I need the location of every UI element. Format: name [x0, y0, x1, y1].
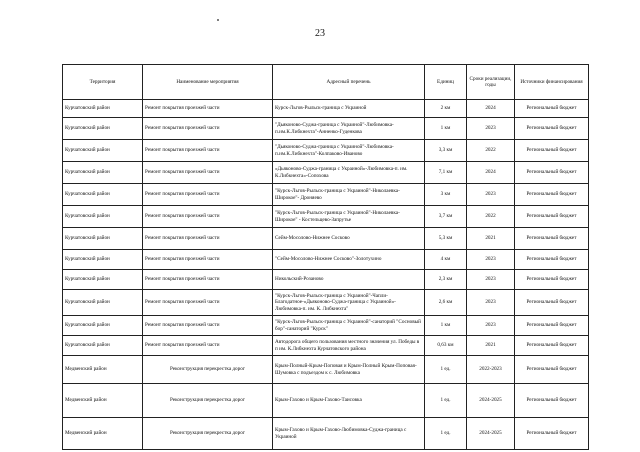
table-row	[63, 418, 589, 450]
cell-event: Ремонт покрытия проезжей части	[143, 228, 273, 250]
cell-event: Ремонт покрытия проезжей части	[143, 316, 273, 336]
cell-address: "Курск-Льгов-Рыльск-граница с Украиной"-Николаевка-Широкое"- Дроняево	[273, 184, 425, 206]
cell-address: Автодорога общего пользования местного значения ул. Победы в п им. К.Либкнехта Курчатовского района	[273, 336, 425, 356]
table-row	[63, 118, 589, 140]
header-financing: Источники финансирования	[515, 65, 589, 100]
cell-event: Реконструкция перекрестка дорог	[143, 384, 273, 418]
cell-address: "Курск-Льгов-Рыльск-граница с Украиной"-Николаевка-Широкое" - Костельцево-Запрутье	[273, 206, 425, 228]
cell-territory: Курчатовский район	[63, 336, 143, 356]
cell-unit: 1 ед.	[425, 356, 467, 384]
cell-address: "Курск-Льгов-Рыльск-граница с Украиной"-санаторий "Сосновый бор"-санаторий "Курск"	[273, 316, 425, 336]
header-address: Адресный перечень	[273, 65, 425, 100]
cell-event: Ремонт покрытия проезжей части	[143, 100, 273, 118]
cell-address: Сейм-Мосолово-Нижнее Сосково	[273, 228, 425, 250]
cell-financing: Региональный бюджет	[515, 206, 589, 228]
cell-year: 2023	[467, 184, 515, 206]
cell-address: Никольский-Розаново	[273, 270, 425, 290]
table-row	[63, 206, 589, 228]
cell-event: Реконструкция перекрестка дорог	[143, 418, 273, 450]
cell-year: 2023	[467, 270, 515, 290]
cell-territory: Курчатовский район	[63, 270, 143, 290]
cell-territory: Курчатовский район	[63, 118, 143, 140]
cell-unit: 2,6 км	[425, 290, 467, 316]
cell-address: Крым-Гахово и Крым-Гахово-Любимовка-Суджа-граница с Украиной	[273, 418, 425, 450]
table-header-row	[63, 65, 589, 100]
cell-territory: Курчатовский район	[63, 228, 143, 250]
cell-address: Крым-Полный-Крым-Поповая и Крым-Полный Крым-Поповая-Шумовка с подъездом к с. Любимовка	[273, 356, 425, 384]
table-row	[63, 384, 589, 418]
cell-unit: 2 км	[425, 100, 467, 118]
table-row	[63, 250, 589, 270]
cell-financing: Региональный бюджет	[515, 140, 589, 162]
cell-financing: Региональный бюджет	[515, 228, 589, 250]
cell-year: 2024	[467, 100, 515, 118]
cell-financing: Региональный бюджет	[515, 184, 589, 206]
table-row	[63, 316, 589, 336]
cell-year: 2021	[467, 228, 515, 250]
roads-table	[62, 64, 589, 450]
cell-address: Курск-Льгов-Рыльск-граница с Украиной	[273, 100, 425, 118]
cell-year: 2023	[467, 316, 515, 336]
cell-unit: 1 ед.	[425, 418, 467, 450]
cell-financing: Региональный бюджет	[515, 100, 589, 118]
cell-event: Ремонт покрытия проезжей части	[143, 184, 273, 206]
cell-year: 2024-2025	[467, 418, 515, 450]
cell-year: 2024	[467, 162, 515, 184]
cell-financing: Региональный бюджет	[515, 384, 589, 418]
header-event: Наименование мероприятия	[143, 65, 273, 100]
cell-financing: Региональный бюджет	[515, 162, 589, 184]
cell-unit: 2,3 км	[425, 270, 467, 290]
cell-event: Ремонт покрытия проезжей части	[143, 250, 273, 270]
cell-year: 2022	[467, 206, 515, 228]
cell-financing: Региональный бюджет	[515, 356, 589, 384]
cell-year: 2022-2023	[467, 356, 515, 384]
cell-address: "Дьяконово-Суджа-граница с Украиной"-Любимовка-п.им.К.Либкнехта"-Колпаково-Иваново	[273, 140, 425, 162]
cell-unit: 1 км	[425, 316, 467, 336]
cell-unit: 0,63 км	[425, 336, 467, 356]
cell-year: 2023	[467, 290, 515, 316]
cell-territory: Курчатовский район	[63, 290, 143, 316]
scan-speck	[217, 19, 219, 21]
cell-territory: Курчатовский район	[63, 162, 143, 184]
table-row	[63, 140, 589, 162]
table-row	[63, 162, 589, 184]
cell-year: 2023	[467, 250, 515, 270]
table-row	[63, 270, 589, 290]
cell-territory: Медвенский район	[63, 384, 143, 418]
cell-address: Крым-Гахово и Крым-Гахово-Таисовка	[273, 384, 425, 418]
cell-event: Реконструкция перекрестка дорог	[143, 356, 273, 384]
table-row	[63, 290, 589, 316]
page-number: 23	[315, 28, 325, 39]
cell-financing: Региональный бюджет	[515, 336, 589, 356]
cell-financing: Региональный бюджет	[515, 270, 589, 290]
cell-address: "Курск-Льгов-Рыльск-граница с Украиной"-Чапли-Благодатное-«Дьяконово-Суджа-граница с Украиной»-Любимовка-п. им. К. Либкнехта"	[273, 290, 425, 316]
cell-event: Ремонт покрытия проезжей части	[143, 206, 273, 228]
cell-event: Ремонт покрытия проезжей части	[143, 336, 273, 356]
cell-financing: Региональный бюджет	[515, 418, 589, 450]
cell-territory: Медвенский район	[63, 356, 143, 384]
cell-financing: Региональный бюджет	[515, 290, 589, 316]
cell-territory: Медвенский район	[63, 418, 143, 450]
cell-unit: 3 км	[425, 184, 467, 206]
cell-year: 2021	[467, 336, 515, 356]
cell-unit: 4 км	[425, 250, 467, 270]
cell-territory: Курчатовский район	[63, 140, 143, 162]
cell-event: Ремонт покрытия проезжей части	[143, 140, 273, 162]
cell-address: "Сейм-Мосолово-Нижнее Сосково"-Золотухино	[273, 250, 425, 270]
cell-unit: 1 км	[425, 118, 467, 140]
table-row	[63, 228, 589, 250]
table-row	[63, 336, 589, 356]
cell-year: 2023	[467, 118, 515, 140]
cell-address: «Дьяконово-Суджа-граница с Украиной»-Любимовка-п. им. К.Либкнехта»-Сопохова	[273, 162, 425, 184]
cell-territory: Курчатовский район	[63, 184, 143, 206]
header-unit: Единиц	[425, 65, 467, 100]
cell-event: Ремонт покрытия проезжей части	[143, 270, 273, 290]
cell-unit: 7,1 км	[425, 162, 467, 184]
cell-territory: Курчатовский район	[63, 100, 143, 118]
header-year: Сроки реализации, годы	[467, 65, 515, 100]
cell-year: 2022	[467, 140, 515, 162]
cell-financing: Региональный бюджет	[515, 250, 589, 270]
cell-event: Ремонт покрытия проезжей части	[143, 290, 273, 316]
cell-financing: Региональный бюджет	[515, 118, 589, 140]
cell-territory: Курчатовский район	[63, 316, 143, 336]
cell-event: Ремонт покрытия проезжей части	[143, 118, 273, 140]
header-territory: Территория	[63, 65, 143, 100]
cell-address: "Дьяконово-Суджа-граница с Украиной"-Любимовка-п.им.К.Либкнехта"-Анненко-Гуденкова	[273, 118, 425, 140]
cell-territory: Курчатовский район	[63, 250, 143, 270]
table-row	[63, 356, 589, 384]
table-row	[63, 184, 589, 206]
cell-event: Ремонт покрытия проезжей части	[143, 162, 273, 184]
cell-year: 2024-2025	[467, 384, 515, 418]
cell-unit: 5,3 км	[425, 228, 467, 250]
cell-unit: 1 ед.	[425, 384, 467, 418]
cell-financing: Региональный бюджет	[515, 316, 589, 336]
cell-unit: 3,3 км	[425, 140, 467, 162]
cell-territory: Курчатовский район	[63, 206, 143, 228]
table-row	[63, 100, 589, 118]
cell-unit: 3,7 км	[425, 206, 467, 228]
